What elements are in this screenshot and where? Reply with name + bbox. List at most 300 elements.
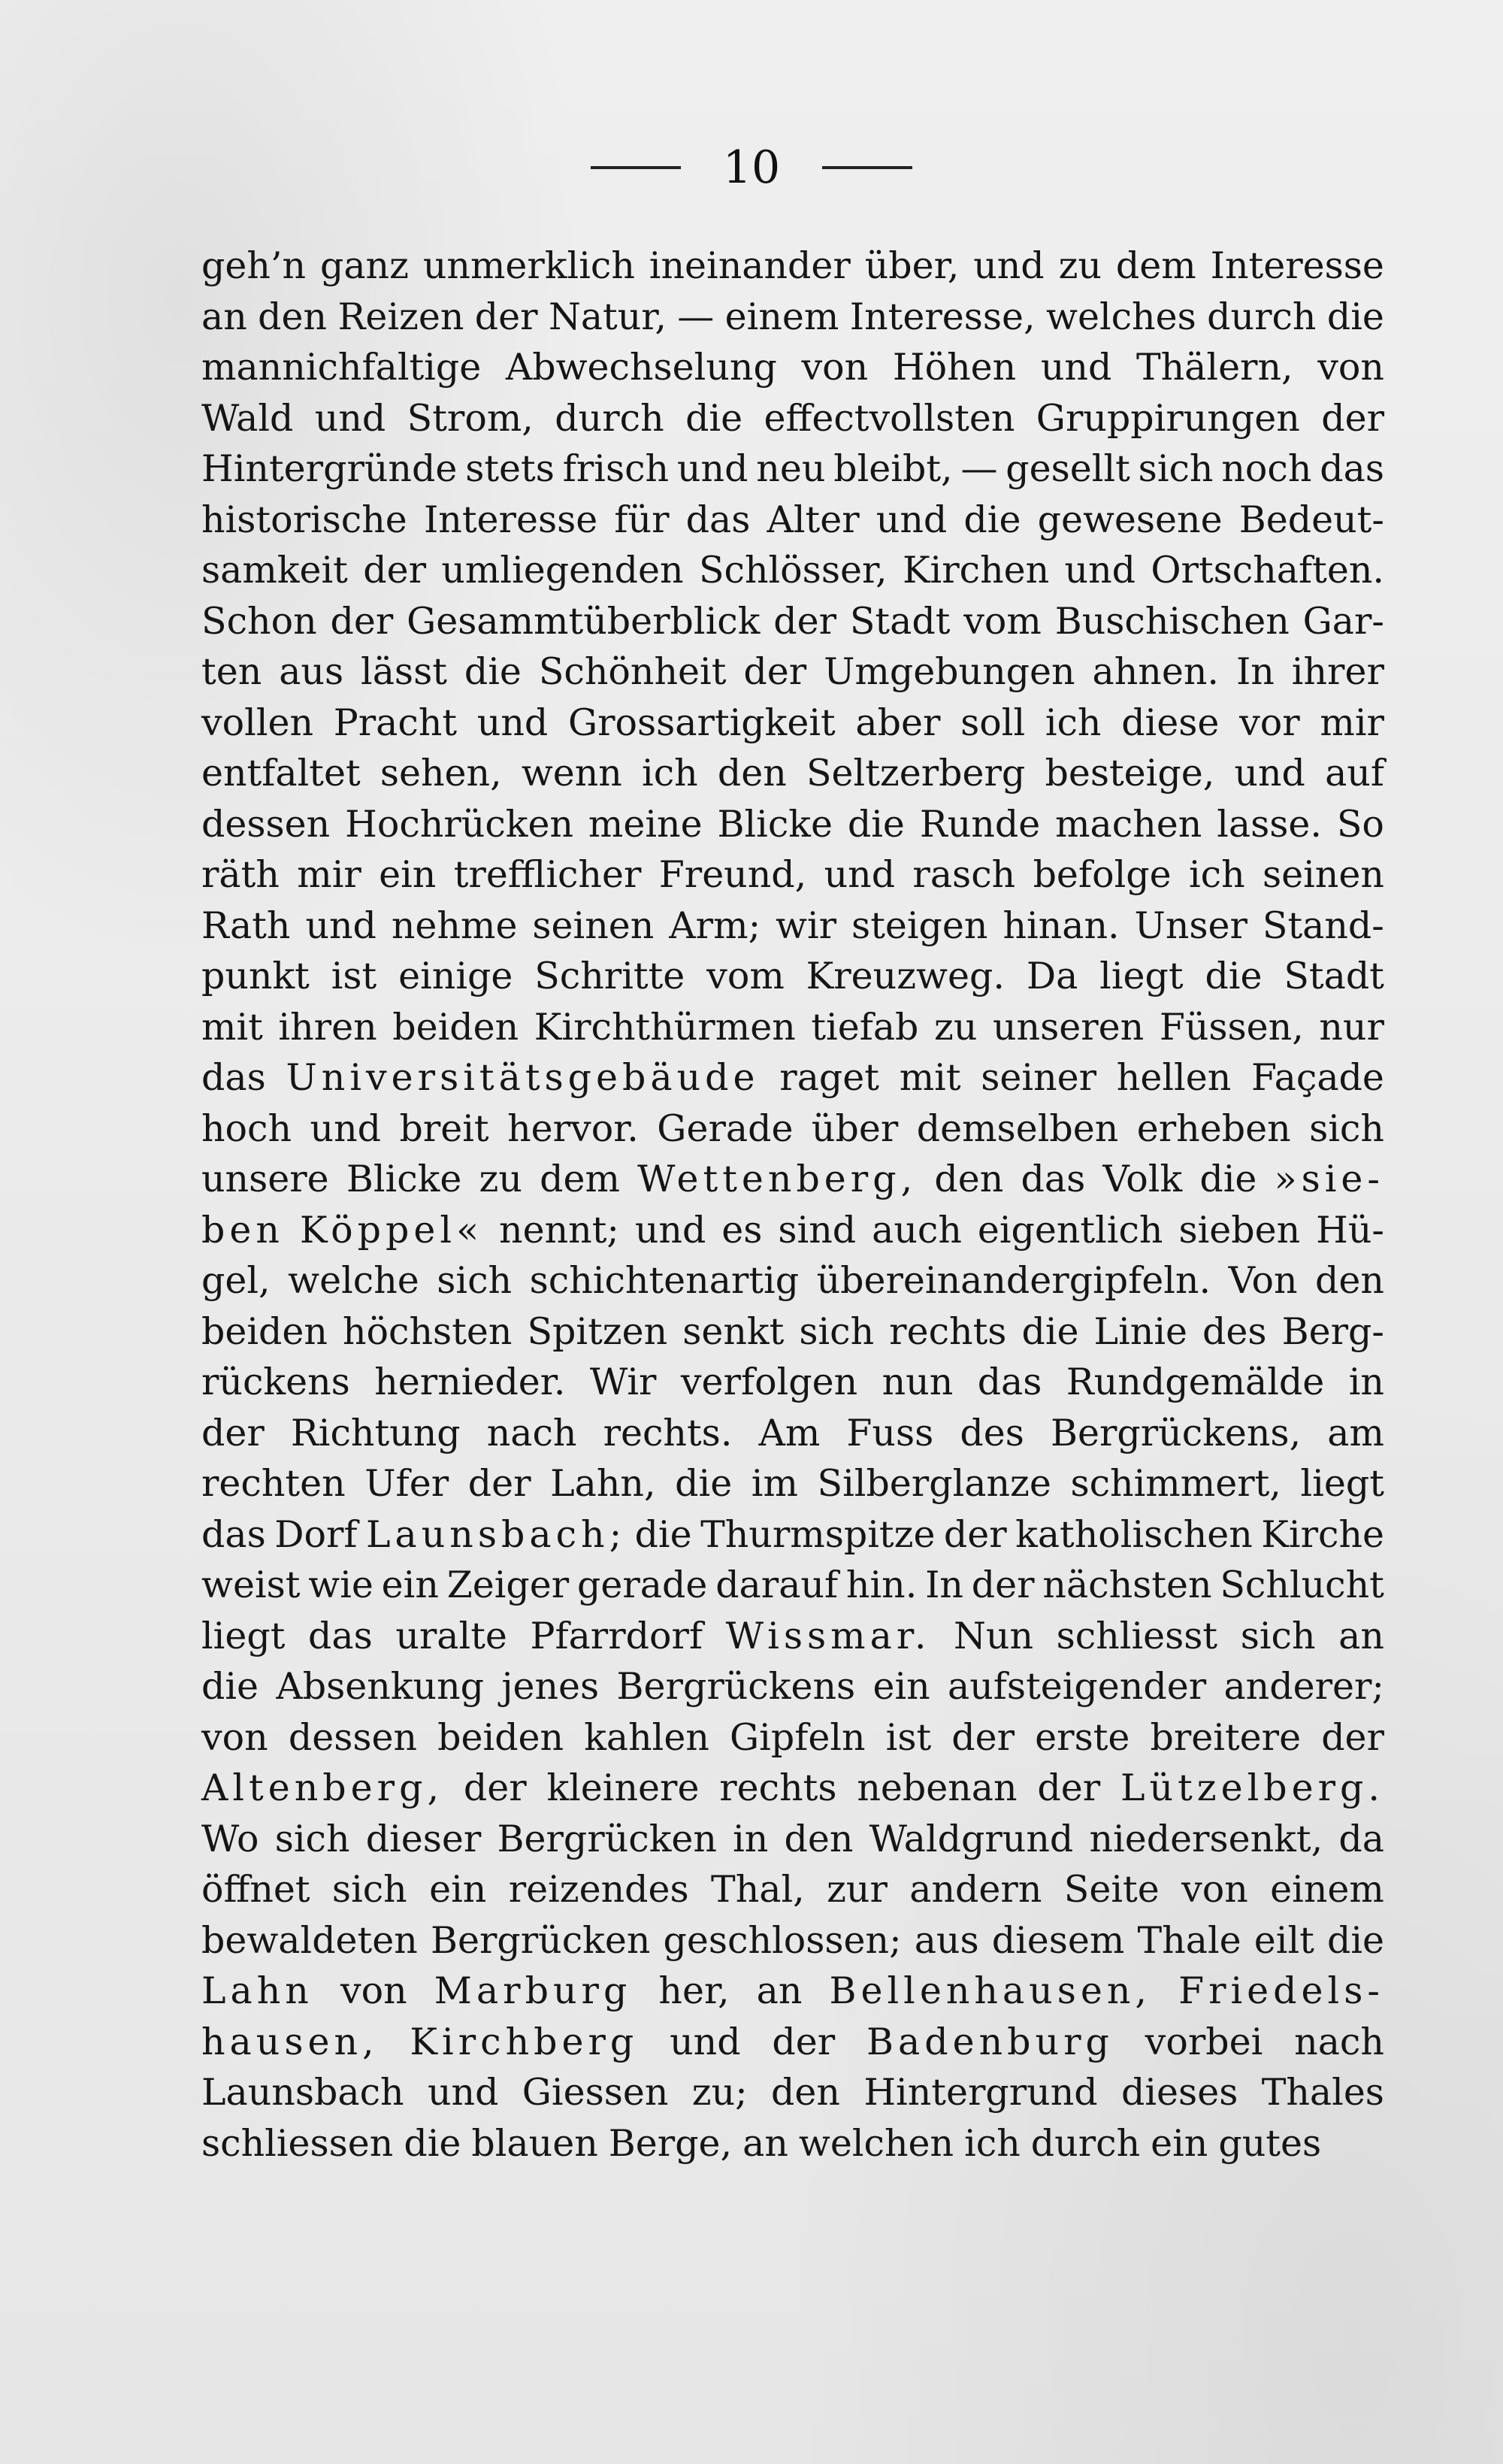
word: nach	[486, 1411, 577, 1454]
word: bewaldeten	[201, 1918, 418, 1962]
word: der	[951, 1715, 1015, 1759]
word: und	[875, 498, 948, 541]
word: trefflicher	[453, 853, 642, 896]
word: dem	[540, 1158, 620, 1200]
word: den	[771, 2071, 840, 2114]
word: den	[1315, 1259, 1384, 1302]
text-line	[201, 1509, 1384, 1560]
text-line	[201, 443, 1384, 495]
word: Thurmspitze	[700, 1512, 936, 1556]
word: der	[463, 1766, 527, 1809]
word: gerade	[577, 1563, 708, 1606]
word: das	[1320, 447, 1384, 490]
word: Thälern,	[1136, 346, 1293, 389]
word: Hü-	[1316, 1208, 1384, 1252]
word: nur	[1319, 1005, 1384, 1049]
word: Bergrückens	[616, 1665, 856, 1708]
word: schliesst	[1056, 1614, 1218, 1657]
word: soll	[960, 701, 1026, 744]
word: des	[1202, 1309, 1267, 1353]
word: in	[733, 1817, 769, 1860]
word: die	[1205, 955, 1263, 997]
word: und	[1040, 346, 1112, 389]
word: —	[677, 295, 715, 338]
word: nun	[882, 1361, 954, 1403]
word: hausen,	[201, 2020, 379, 2063]
word: von	[201, 1715, 268, 1759]
word: übereinandergipfeln.	[816, 1259, 1211, 1302]
word: der	[363, 549, 427, 592]
word: und	[1064, 549, 1136, 592]
word: erheben	[1136, 1106, 1291, 1150]
word: ist	[885, 1715, 932, 1759]
word: senkt	[682, 1309, 785, 1353]
word: für	[614, 498, 670, 541]
word: Wald	[201, 396, 294, 440]
word: Bergrücken	[430, 1918, 651, 1962]
word: das	[201, 1056, 266, 1099]
word: weist	[201, 1563, 301, 1606]
word: Arm;	[669, 904, 761, 947]
word: aber	[855, 701, 941, 744]
word: das	[1021, 1158, 1086, 1200]
word: blauen	[471, 2121, 598, 2165]
word: vom	[963, 599, 1042, 643]
word: samkeit	[201, 549, 348, 592]
word: Pracht	[333, 701, 458, 744]
word: Badenburg	[866, 2020, 1114, 2063]
word: welches	[1046, 295, 1196, 338]
word: In	[925, 1563, 963, 1606]
word: ganz	[319, 244, 409, 287]
word: Stadt	[849, 599, 951, 643]
word: ein	[429, 1868, 487, 1911]
word: Abwechselung	[505, 346, 777, 389]
word: an	[742, 2121, 788, 2165]
word: Hochrücken	[345, 802, 574, 846]
word: gel,	[201, 1259, 271, 1302]
word: auch	[872, 1208, 962, 1252]
word: und	[824, 853, 896, 896]
word: nehme	[391, 904, 518, 947]
header-rule-right	[822, 166, 912, 169]
page-header	[0, 134, 1503, 201]
word: Reizen	[337, 295, 464, 338]
word: Am	[758, 1411, 821, 1454]
word: Lahn,	[550, 1462, 656, 1505]
word: ihrer	[1291, 650, 1384, 693]
word: vollen	[201, 701, 314, 744]
word: aus	[914, 1918, 979, 1962]
word: nennt;	[499, 1208, 619, 1252]
word: Wir	[589, 1361, 657, 1403]
word: machen	[1055, 802, 1202, 846]
word: ich	[642, 752, 698, 795]
word: in	[1348, 1361, 1384, 1403]
word: Schlösser,	[698, 549, 888, 592]
word: der	[201, 1411, 265, 1454]
word: effectvollsten	[764, 396, 1015, 440]
word: ahnen.	[1092, 650, 1219, 693]
word: Köppel«	[299, 1208, 484, 1252]
word: sich	[1240, 1614, 1316, 1657]
word: an	[756, 1969, 803, 2012]
word: des	[960, 1411, 1024, 1454]
word: beiden	[437, 1715, 564, 1759]
word: Blicke	[717, 802, 833, 846]
word: Ortschaften.	[1151, 549, 1384, 592]
word: umliegenden	[441, 549, 684, 592]
word: mit	[899, 1056, 961, 1099]
word: Zeiger	[446, 1563, 570, 1606]
word: Wettenberg,	[637, 1158, 918, 1200]
word: Waldgrund	[869, 1817, 1074, 1860]
word: Grossartigkeit	[567, 701, 836, 744]
word: zur	[827, 1868, 888, 1911]
word: eigentlich	[977, 1208, 1163, 1252]
word: Höhen	[892, 346, 1017, 389]
word: vom	[706, 955, 785, 997]
word: Spitzen	[527, 1309, 668, 1353]
text-line	[201, 2118, 1384, 2169]
word: und	[973, 244, 1045, 287]
word: liegt	[201, 1614, 286, 1657]
word: am	[1327, 1411, 1384, 1454]
word: Da	[1026, 955, 1078, 997]
word: es	[721, 1208, 763, 1252]
word: das	[685, 498, 751, 541]
word: von	[1181, 1868, 1248, 1911]
word: Linie	[1093, 1309, 1187, 1353]
word: eilt	[1254, 1918, 1314, 1962]
word: seiner	[981, 1056, 1097, 1099]
word: geschlossen;	[663, 1918, 902, 1962]
word: zu;	[691, 2071, 748, 2114]
word: dessen	[201, 802, 331, 846]
word: entfaltet	[201, 752, 361, 795]
word: Gruppirungen	[1036, 396, 1300, 440]
word: sich	[274, 1817, 350, 1860]
word: zu	[1058, 244, 1102, 287]
word: die	[1021, 1309, 1079, 1353]
word: unmerklich	[422, 244, 635, 287]
text-line	[201, 1408, 1384, 1459]
word: über	[811, 1106, 899, 1150]
word: liegt	[1099, 955, 1184, 997]
word: frisch	[562, 447, 670, 490]
word: ich	[1045, 701, 1102, 744]
word: schimmert,	[1070, 1462, 1281, 1505]
word: unsere	[201, 1158, 329, 1200]
word: Schritte	[534, 955, 685, 997]
word: nach	[1294, 2020, 1384, 2063]
text-line	[201, 292, 1384, 343]
word: andern	[909, 1868, 1042, 1911]
word: öffnet	[201, 1868, 310, 1911]
body-text	[201, 241, 1384, 2195]
word: meine	[588, 802, 703, 846]
word: Hintergründe	[201, 447, 458, 490]
word: Freund,	[658, 853, 807, 896]
word: höchsten	[343, 1309, 513, 1353]
word: und	[314, 396, 386, 440]
word: Kirche	[1261, 1512, 1384, 1556]
word: der	[1321, 1715, 1384, 1759]
word: dem	[1115, 244, 1196, 287]
word: Kirchthürmen	[534, 1005, 796, 1049]
word: nächsten	[1042, 1563, 1212, 1606]
word: ich	[1188, 853, 1245, 896]
word: Universitätsgebäude	[286, 1056, 760, 1099]
word: beiden	[392, 1005, 519, 1049]
text-line	[201, 2067, 1384, 2118]
word: wenn	[521, 752, 622, 795]
word: aufsteigender	[948, 1665, 1207, 1708]
word: und	[476, 701, 549, 744]
word: sieben	[1178, 1208, 1301, 1252]
word: mannichfaltige	[201, 346, 482, 389]
word: rechts	[719, 1766, 837, 1809]
word: Seltzerberg	[806, 752, 1026, 795]
word: Pfarrdorf	[530, 1614, 703, 1657]
page-number: 10	[722, 141, 781, 194]
word: rasch	[912, 853, 1016, 896]
word: Gipfeln	[730, 1715, 866, 1759]
text-line	[201, 1661, 1384, 1712]
word: demselben	[916, 1106, 1119, 1150]
word: einem	[724, 295, 839, 338]
text-line	[201, 1306, 1384, 1358]
word: katholischen	[1015, 1512, 1253, 1556]
word: Kirchen	[902, 549, 1050, 592]
text-line	[201, 2017, 1384, 2068]
word: unseren	[992, 1005, 1145, 1049]
text-line	[201, 1814, 1384, 1865]
word: die	[1199, 1158, 1257, 1200]
text-line	[201, 1205, 1384, 1256]
word: Lützelberg.	[1120, 1766, 1384, 1809]
word: Wissmar.	[725, 1614, 931, 1657]
word: hin.	[845, 1563, 918, 1606]
word: uralte	[395, 1614, 507, 1657]
word: seinen	[1262, 853, 1384, 896]
word: ein	[872, 1665, 930, 1708]
word: das	[977, 1361, 1042, 1403]
word: Marburg	[434, 1969, 632, 2012]
word: und	[305, 904, 377, 947]
word: Kreuzweg.	[806, 955, 1005, 997]
word: im	[751, 1462, 798, 1505]
word: darauf	[715, 1563, 839, 1606]
text-line	[201, 1763, 1384, 1814]
word: Richtung	[290, 1411, 461, 1454]
word: kahlen	[584, 1715, 709, 1759]
word: an	[201, 295, 247, 338]
word: zu	[934, 1005, 978, 1049]
word: »sie-	[1274, 1158, 1384, 1200]
text-line	[201, 1611, 1384, 1662]
word: den	[934, 1158, 1004, 1200]
text-line	[201, 1255, 1384, 1306]
text-line	[201, 1052, 1384, 1103]
word: hellen	[1116, 1056, 1232, 1099]
word: tiefab	[811, 1005, 919, 1049]
word: die	[1326, 1918, 1384, 1962]
word: die	[634, 1512, 692, 1556]
word: und	[310, 1106, 381, 1150]
word: lasse.	[1217, 802, 1322, 846]
word: erste	[1035, 1715, 1130, 1759]
word: dessen	[288, 1715, 418, 1759]
word: auf	[1325, 752, 1384, 795]
word: von	[1317, 346, 1384, 389]
word: da	[1338, 1817, 1384, 1860]
word: Façade	[1251, 1056, 1384, 1099]
word: steigen	[851, 904, 988, 947]
word: mir	[297, 853, 361, 896]
text-line	[201, 1966, 1384, 2017]
word: sich	[437, 1259, 513, 1302]
word: Runde	[919, 802, 1041, 846]
text-line	[201, 596, 1384, 647]
word: verfolgen	[680, 1361, 858, 1403]
word: Thale	[1137, 1918, 1241, 1962]
word: ist	[331, 955, 377, 997]
word: mir	[1320, 701, 1384, 744]
word: einige	[398, 955, 513, 997]
word: an	[1338, 1614, 1384, 1657]
word: Launsbach	[201, 2071, 404, 2114]
word: nebenan	[857, 1766, 1018, 1809]
word: sich	[1138, 447, 1214, 490]
word: Alter	[767, 498, 860, 541]
word: Bergrücken	[497, 1817, 717, 1860]
word: hoch	[201, 1106, 292, 1150]
word: Blicke	[346, 1158, 462, 1200]
word: zu	[479, 1158, 522, 1200]
word: Seite	[1063, 1868, 1160, 1911]
word: sich	[1309, 1106, 1384, 1150]
word: ineinander	[649, 244, 851, 287]
word: wir	[776, 904, 837, 947]
word: Ufer	[364, 1462, 449, 1505]
word: die	[685, 396, 743, 440]
word: Thal,	[711, 1868, 805, 1911]
word: die	[847, 802, 905, 846]
word: sind	[778, 1208, 857, 1252]
word: ein	[379, 853, 437, 896]
text-line	[201, 1002, 1384, 1053]
text-line	[201, 1915, 1384, 1966]
word: Hintergrund	[863, 2071, 1098, 2114]
word: hervor.	[507, 1106, 639, 1150]
word: wie	[308, 1563, 373, 1606]
word: gesellt	[1006, 447, 1130, 490]
text-line	[201, 393, 1384, 444]
word: diesem	[991, 1918, 1125, 1962]
word: reizendes	[508, 1868, 689, 1911]
word: aus	[279, 650, 344, 693]
word: bleibt,	[833, 447, 953, 490]
word: Interesse	[1210, 244, 1384, 287]
word: der	[772, 2020, 836, 2063]
word: Schlucht	[1220, 1563, 1384, 1606]
word: Schönheit	[538, 650, 727, 693]
word: In	[1235, 650, 1275, 693]
word: durch	[1030, 2121, 1141, 2165]
word: schichtenartig	[529, 1259, 800, 1302]
word: und	[634, 1208, 706, 1252]
text-line	[201, 901, 1384, 952]
word: dieses	[1121, 2071, 1238, 2114]
word: Bedeut-	[1238, 498, 1384, 541]
word: Schon	[201, 599, 317, 643]
word: räth	[201, 853, 280, 896]
word: das	[308, 1614, 373, 1657]
word: geh’n	[201, 244, 307, 287]
text-line	[201, 495, 1384, 546]
word: der	[1321, 396, 1384, 440]
word: Wo	[201, 1817, 259, 1860]
word: der	[743, 650, 807, 693]
header-rule-left	[591, 166, 681, 169]
word: und	[1234, 752, 1305, 795]
word: dieser	[365, 1817, 482, 1860]
word: hernieder.	[374, 1361, 566, 1403]
word: sich	[331, 1868, 407, 1911]
word: Natur,	[548, 295, 667, 338]
word: von	[340, 1969, 407, 2012]
word: Von	[1228, 1259, 1298, 1302]
word: und	[676, 447, 748, 490]
text-line	[201, 951, 1384, 1002]
word: Absenkung	[276, 1665, 484, 1708]
word: die	[963, 498, 1021, 541]
word: die	[1326, 295, 1384, 338]
word: niedersenkt,	[1089, 1817, 1323, 1860]
word: mit	[201, 1005, 263, 1049]
word: Bellenhausen,	[829, 1969, 1152, 2012]
word: seinen	[532, 904, 655, 947]
text-line	[201, 545, 1384, 596]
text-line	[201, 342, 1384, 393]
word: ihren	[278, 1005, 377, 1049]
word: Volk	[1102, 1158, 1183, 1200]
word: sich	[799, 1309, 875, 1353]
word: Buschischen	[1054, 599, 1290, 643]
word: punkt	[201, 955, 310, 997]
word: Silberglanze	[817, 1462, 1051, 1505]
word: welche	[288, 1259, 419, 1302]
word: anderer;	[1223, 1665, 1384, 1708]
word: rückens	[201, 1361, 350, 1403]
word: die	[201, 1665, 259, 1708]
word: Strom,	[407, 396, 534, 440]
text-line	[201, 698, 1384, 749]
word: der	[474, 295, 538, 338]
word: liegt	[1300, 1462, 1384, 1505]
text-line	[201, 1357, 1384, 1408]
word: kleinere	[546, 1766, 700, 1809]
word: Kirchberg	[410, 2020, 639, 2063]
word: die	[404, 2121, 461, 2165]
word: ben	[201, 1208, 284, 1252]
word: Fuss	[846, 1411, 934, 1454]
word: sehen,	[380, 752, 502, 795]
word: lässt	[361, 650, 447, 693]
word: gewesene	[1037, 498, 1223, 541]
word: durch	[555, 396, 664, 440]
